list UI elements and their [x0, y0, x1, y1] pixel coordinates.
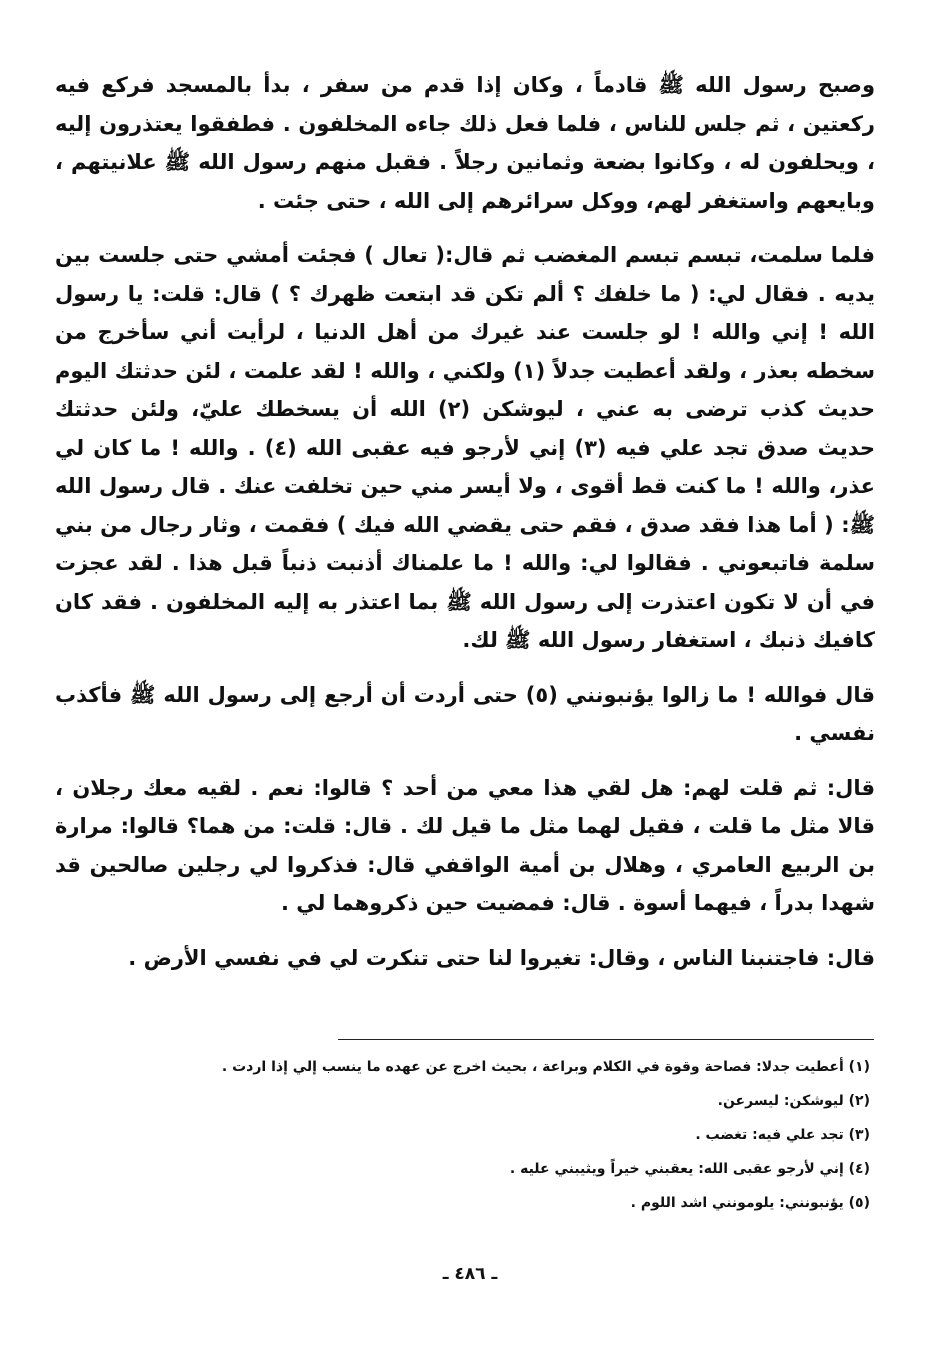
paragraph-1: وصبح رسول الله ﷺ قادماً ، وكان إذا قدم من سفر ، بدأ بالمسجد فركع فيه ركعتين ، ثم جلس للناس ، فلما فعل ذلك جاءه المخلفون . فطفقوا يعتذرون إليه ، ويحلفون له ، وكانوا بضعة وثمانين رجلاً . فقبل منهم رسول الله ﷺ علانيتهم ، وبايعهم واستغفر لهم، ووكل سرائرهم إلى الله ، حتى جئت . — [55, 73, 875, 213]
footnote-4: (٤) إني لأرجو عقبى الله: يعقبني خيراً ويثيبني عليه . — [509, 1161, 870, 1177]
footnote-divider — [338, 1039, 874, 1040]
footnotes — [55, 1050, 870, 1220]
footnote-5: (٥) يؤنبونني: يلومونني اشد اللوم . — [630, 1195, 870, 1211]
footnote-1: (١) أعطيت جدلا: فصاحة وقوة في الكلام وبراعة ، بحيث اخرج عن عهده ما ينسب إلي إذا اردت . — [221, 1059, 870, 1075]
footnote-3: (٣) تجد علي فيه: تغضب . — [695, 1127, 870, 1143]
paragraph-2: فلما سلمت، تبسم تبسم المغضب ثم قال:( تعال ) فجئت أمشي حتى جلست بين يديه . فقال لي: ( ما خلفك ؟ ألم تكن قد ابتعت ظهرك ؟ ) قال: قلت: يا رسول الله ! إني والله ! لو جلست عند غيرك من أهل الدنيا ، لرأيت أني سأخرج من سخطه بعذر ، ولقد أعطيت جدلاً (١) ولكني ، والله ! لقد علمت ، لئن حدثتك اليوم حديث كذب ترضى به عني ، ليوشكن (٢) الله أن يسخطك عليّ، ولئن حدثتك حديث صدق تجد علي فيه (٣) إني لأرجو فيه عقبى الله (٤) . والله ! ما كان لي عذر، والله ! ما كنت قط أقوى ، ولا أيسر مني حين تخلفت عنك . قال رسول الله ﷺ: ( أما هذا فقد صدق ، فقم حتى يقضي الله فيك ) فقمت ، وثار رجال من بني سلمة فاتبعوني . فقالوا لي: والله ! ما علمناك أذنبت ذنباً قبل هذا . لقد عجزت في أن لا تكون اعتذرت إلى رسول الله ﷺ بما اعتذر به إليه المخلفون . فقد كان كافيك ذنبك ، استغفار رسول الله ﷺ لك. — [55, 243, 875, 652]
footnote-2: (٢) ليوشكن: ليسرعن. — [717, 1093, 870, 1109]
main-text — [55, 66, 875, 993]
paragraph-4: قال: ثم قلت لهم: هل لقي هذا معي من أحد ؟ قالوا: نعم . لقيه معك رجلان ، قالا مثل ما قلت ، فقيل لهما مثل ما قيل لك . قال: قلت: من هما؟ قالوا: مرارة بن الربيع العامري ، وهلال بن أمية الواقفي قال: فذكروا لي رجلين صالحين قد شهدا بدراً ، فيهما أسوة . قال: فمضيت حين ذكروهما لي . — [55, 775, 875, 915]
page-number: ـ ٤٨٦ ـ — [442, 1264, 498, 1284]
paragraph-3: قال فوالله ! ما زالوا يؤنبونني (٥) حتى أردت أن أرجع إلى رسول الله ﷺ فأكذب نفسي . — [55, 682, 875, 745]
paragraph-5: قال: فاجتنبنا الناس ، وقال: تغيروا لنا حتى تنكرت لي في نفسي الأرض . — [128, 945, 875, 970]
